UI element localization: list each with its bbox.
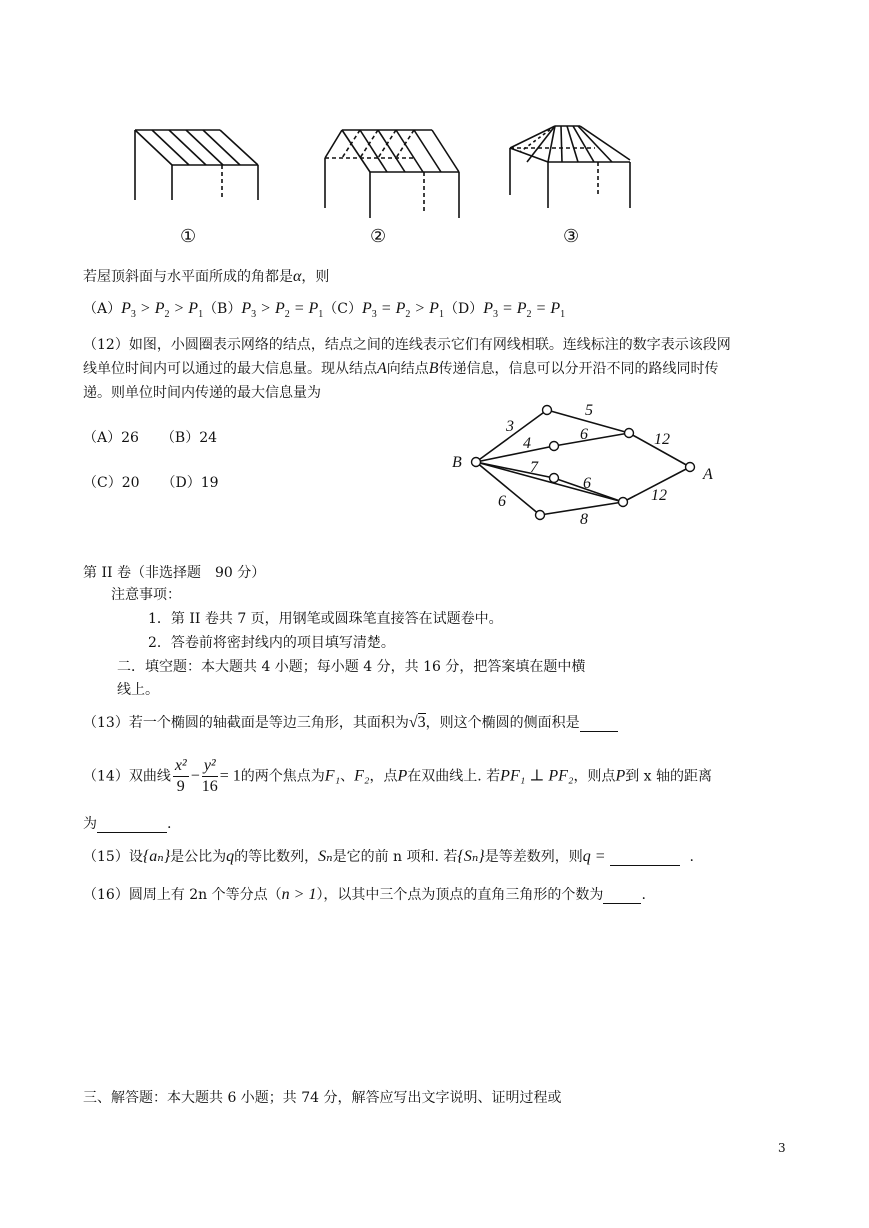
fraction-x2-9: $\frac{\text{x²}}{9}$ — [174, 757, 187, 795]
edge-label: 3 — [506, 418, 514, 435]
fill-in-heading: 二．填空题：本大题共 4 小题；每小题 4 分，共 16 分，把答案填在题中横 — [117, 659, 586, 675]
graph-node — [625, 429, 634, 438]
graph-node — [543, 406, 552, 415]
q11-stem-end: ，则 — [301, 269, 330, 285]
q11-option-b: $(B)P_3 > P_2 = P_1$ — [203, 300, 324, 321]
q11-option-c: $(C)P_3 = P_2 > P_1$ — [323, 300, 444, 321]
notice-item-2: 2．答卷前将密封线内的项目填写清楚。 — [148, 635, 395, 651]
house-figure-3 — [510, 126, 630, 208]
figure-label-3: ③ — [563, 226, 580, 247]
q13-answer-blank[interactable] — [580, 715, 618, 732]
notice-title: 注意事项： — [111, 587, 181, 603]
q12-option-d: （D）19 — [161, 475, 219, 491]
q12-options-row-1 — [83, 427, 217, 447]
edge-label: 6 — [583, 475, 591, 492]
graph-node-label-a: A — [703, 466, 713, 483]
q11-option-d: $(D)P_3 = P_2 = P_1$ — [443, 300, 566, 321]
alpha-symbol: α — [293, 268, 302, 285]
q14-line-2: 为 . — [83, 816, 172, 832]
notice-item-1: 1．第 II 卷共 7 页，用钢笔或圆珠笔直接答在试题卷中。 — [148, 611, 503, 627]
graph-node — [619, 498, 628, 507]
part-3-heading: 三、解答题：本大题共 6 小题；共 74 分，解答应写出文字说明、证明过程或 — [83, 1090, 562, 1106]
house-figure-1 — [135, 130, 258, 200]
figure-label-2: ② — [370, 226, 387, 247]
graph-node-a — [686, 463, 695, 472]
graph-node — [550, 474, 559, 483]
graph-node-label-b: B — [452, 454, 462, 471]
edge-label: 7 — [530, 459, 538, 476]
q12-option-a: （A）26 — [83, 430, 139, 446]
sqrt-3: √3 — [408, 714, 426, 731]
house-figure-2 — [325, 130, 459, 218]
graph-node — [550, 442, 559, 451]
figure-label-1: ① — [180, 226, 197, 247]
q15: （15）设{aₙ}是公比为q的等比数列，Sₙ是它的前 n 项和. 若{Sₙ}是等差数列，则q = . — [83, 848, 694, 865]
q11-option-a: $(A)P_3 > P_2 > P_1$ — [83, 300, 204, 321]
q11-stem-text: 若屋顶斜面与水平面所成的角都是 — [83, 269, 293, 285]
graph-node-b — [472, 458, 481, 467]
fraction-y2-16: $\frac{\text{y²}}{16}$ — [201, 757, 218, 795]
page-number: 3 — [778, 1141, 786, 1155]
part-2-title: 第 II 卷（非选择题 90 分） — [83, 565, 266, 581]
edge-label: 5 — [585, 402, 593, 419]
q11-stem — [83, 266, 329, 286]
q12-line-2: 线单位时间内可以通过的最大信息量。现从结点A向结点B传递信息，信息可以分开沿不同的路线同时传 — [83, 360, 719, 377]
graph-node — [536, 511, 545, 520]
edge-label: 4 — [523, 435, 531, 452]
edge-label: 6 — [498, 493, 506, 510]
q14: （14）双曲线 $\frac{\text{x²}}{9}$ − $\frac{\text{y²}}{16}$ = 1的两个焦点为F₁、F₂，点P在双曲线上. 若PF₁ ⊥ PF₂，则点P到 x 轴的距离 — [83, 757, 713, 795]
q12-option-b: （B）24 — [160, 430, 218, 446]
house-figures — [0, 0, 869, 260]
q12-line-3: 递。则单位时间内传递的最大信息量为 — [83, 385, 321, 401]
q12-line-1: （12）如图，小圆圈表示网络的结点，结点之间的连线表示它们有网线相联。连线标注的数字表示该段网 — [83, 337, 731, 353]
edge-label: 12 — [654, 431, 670, 448]
q12-option-c: （C）20 — [83, 475, 140, 491]
q16-answer-blank[interactable] — [603, 887, 641, 904]
edge-label: 6 — [580, 426, 588, 443]
edge-label: 8 — [580, 511, 588, 528]
node-b-ref: B — [428, 360, 439, 377]
q14-answer-blank[interactable] — [97, 816, 167, 833]
network-graph — [440, 400, 740, 530]
q12-options-row-2 — [83, 472, 219, 492]
q16: （16）圆周上有 2n 个等分点（n > 1），以其中三个点为顶点的直角三角形的个数为 . — [83, 886, 646, 903]
q13: （13）若一个椭圆的轴截面是等边三角形，其面积为√3，则这个椭圆的侧面积是 — [83, 712, 618, 732]
q11-options — [83, 298, 565, 320]
fill-in-heading-cont: 线上。 — [117, 682, 159, 698]
q15-answer-blank[interactable] — [610, 849, 680, 866]
node-a-ref: A — [377, 360, 387, 377]
edge-label: 12 — [651, 487, 667, 504]
